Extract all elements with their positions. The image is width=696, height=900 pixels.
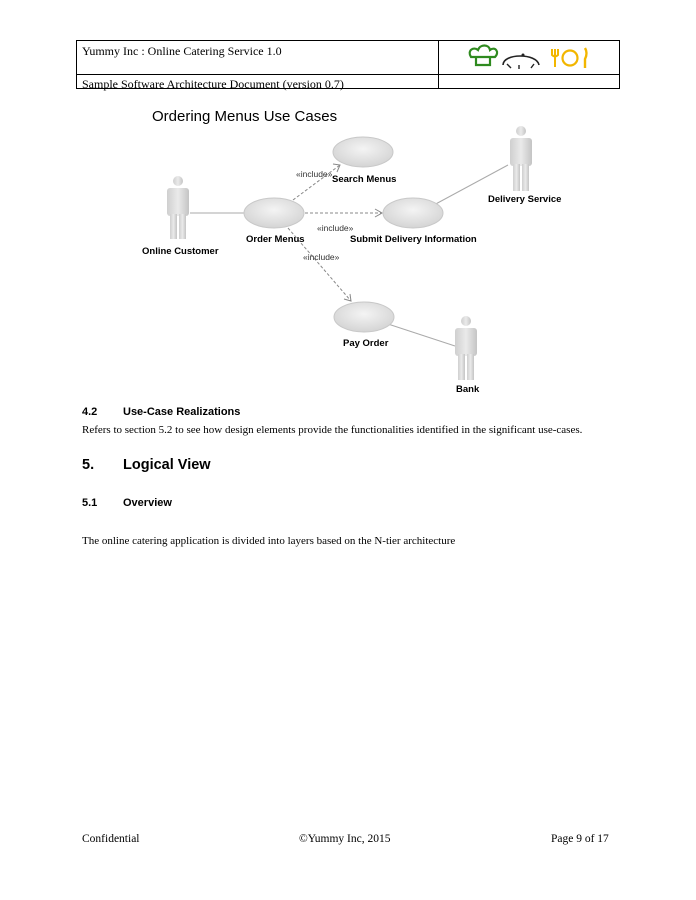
actor-bank-icon xyxy=(455,316,477,380)
include-label-delivery: «include» xyxy=(317,223,354,233)
delivery-service-label: Delivery Service xyxy=(488,194,562,205)
section-5-1-text: The online catering application is divided into layers based on the N-tier architecture xyxy=(82,535,456,547)
pay-order-label: Pay Order xyxy=(343,338,389,349)
diagram-title: Ordering Menus Use Cases xyxy=(152,108,338,125)
include-label-search: «include» xyxy=(296,169,333,179)
header-table xyxy=(76,40,620,89)
section-number: 5. xyxy=(82,457,95,473)
footer-copyright: ©Yummy Inc, 2015 xyxy=(299,833,391,845)
footer-confidential: Confidential xyxy=(82,833,140,845)
include-label-pay: «include» xyxy=(303,252,340,262)
search-menus-label: Search Menus xyxy=(332,174,397,185)
document-title: Yummy Inc : Online Catering Service 1.0 xyxy=(82,44,282,58)
actor-delivery-service-icon xyxy=(510,126,532,191)
footer-page-number: Page 9 of 17 xyxy=(551,833,609,845)
section-number: 5.1 xyxy=(82,497,98,509)
online-customer-label: Online Customer xyxy=(142,246,219,257)
company-logo-icon xyxy=(467,43,597,73)
section-number: 4.2 xyxy=(82,406,98,418)
document-subtitle: Sample Software Architecture Document (version 0.7) xyxy=(82,77,344,91)
use-case-submit-delivery xyxy=(383,198,443,228)
use-case-search-menus xyxy=(333,137,393,167)
section-title: Use-Case Realizations xyxy=(123,406,241,418)
submit-delivery-label: Submit Delivery Information xyxy=(350,234,477,245)
section-title: Logical View xyxy=(123,457,211,473)
use-case-order-menus xyxy=(244,198,304,228)
section-5-heading xyxy=(82,457,211,473)
section-title: Overview xyxy=(123,497,172,509)
section-4-2-heading xyxy=(82,406,240,418)
section-4-2-text: Refers to section 5.2 to see how design elements provide the functionalities identified in the significant use-cases. xyxy=(82,424,583,436)
actor-online-customer-icon xyxy=(167,176,189,239)
section-5-1-heading xyxy=(82,497,172,509)
order-menus-label: Order Menus xyxy=(246,234,305,245)
bank-label: Bank xyxy=(456,384,480,395)
use-case-pay-order xyxy=(334,302,394,332)
